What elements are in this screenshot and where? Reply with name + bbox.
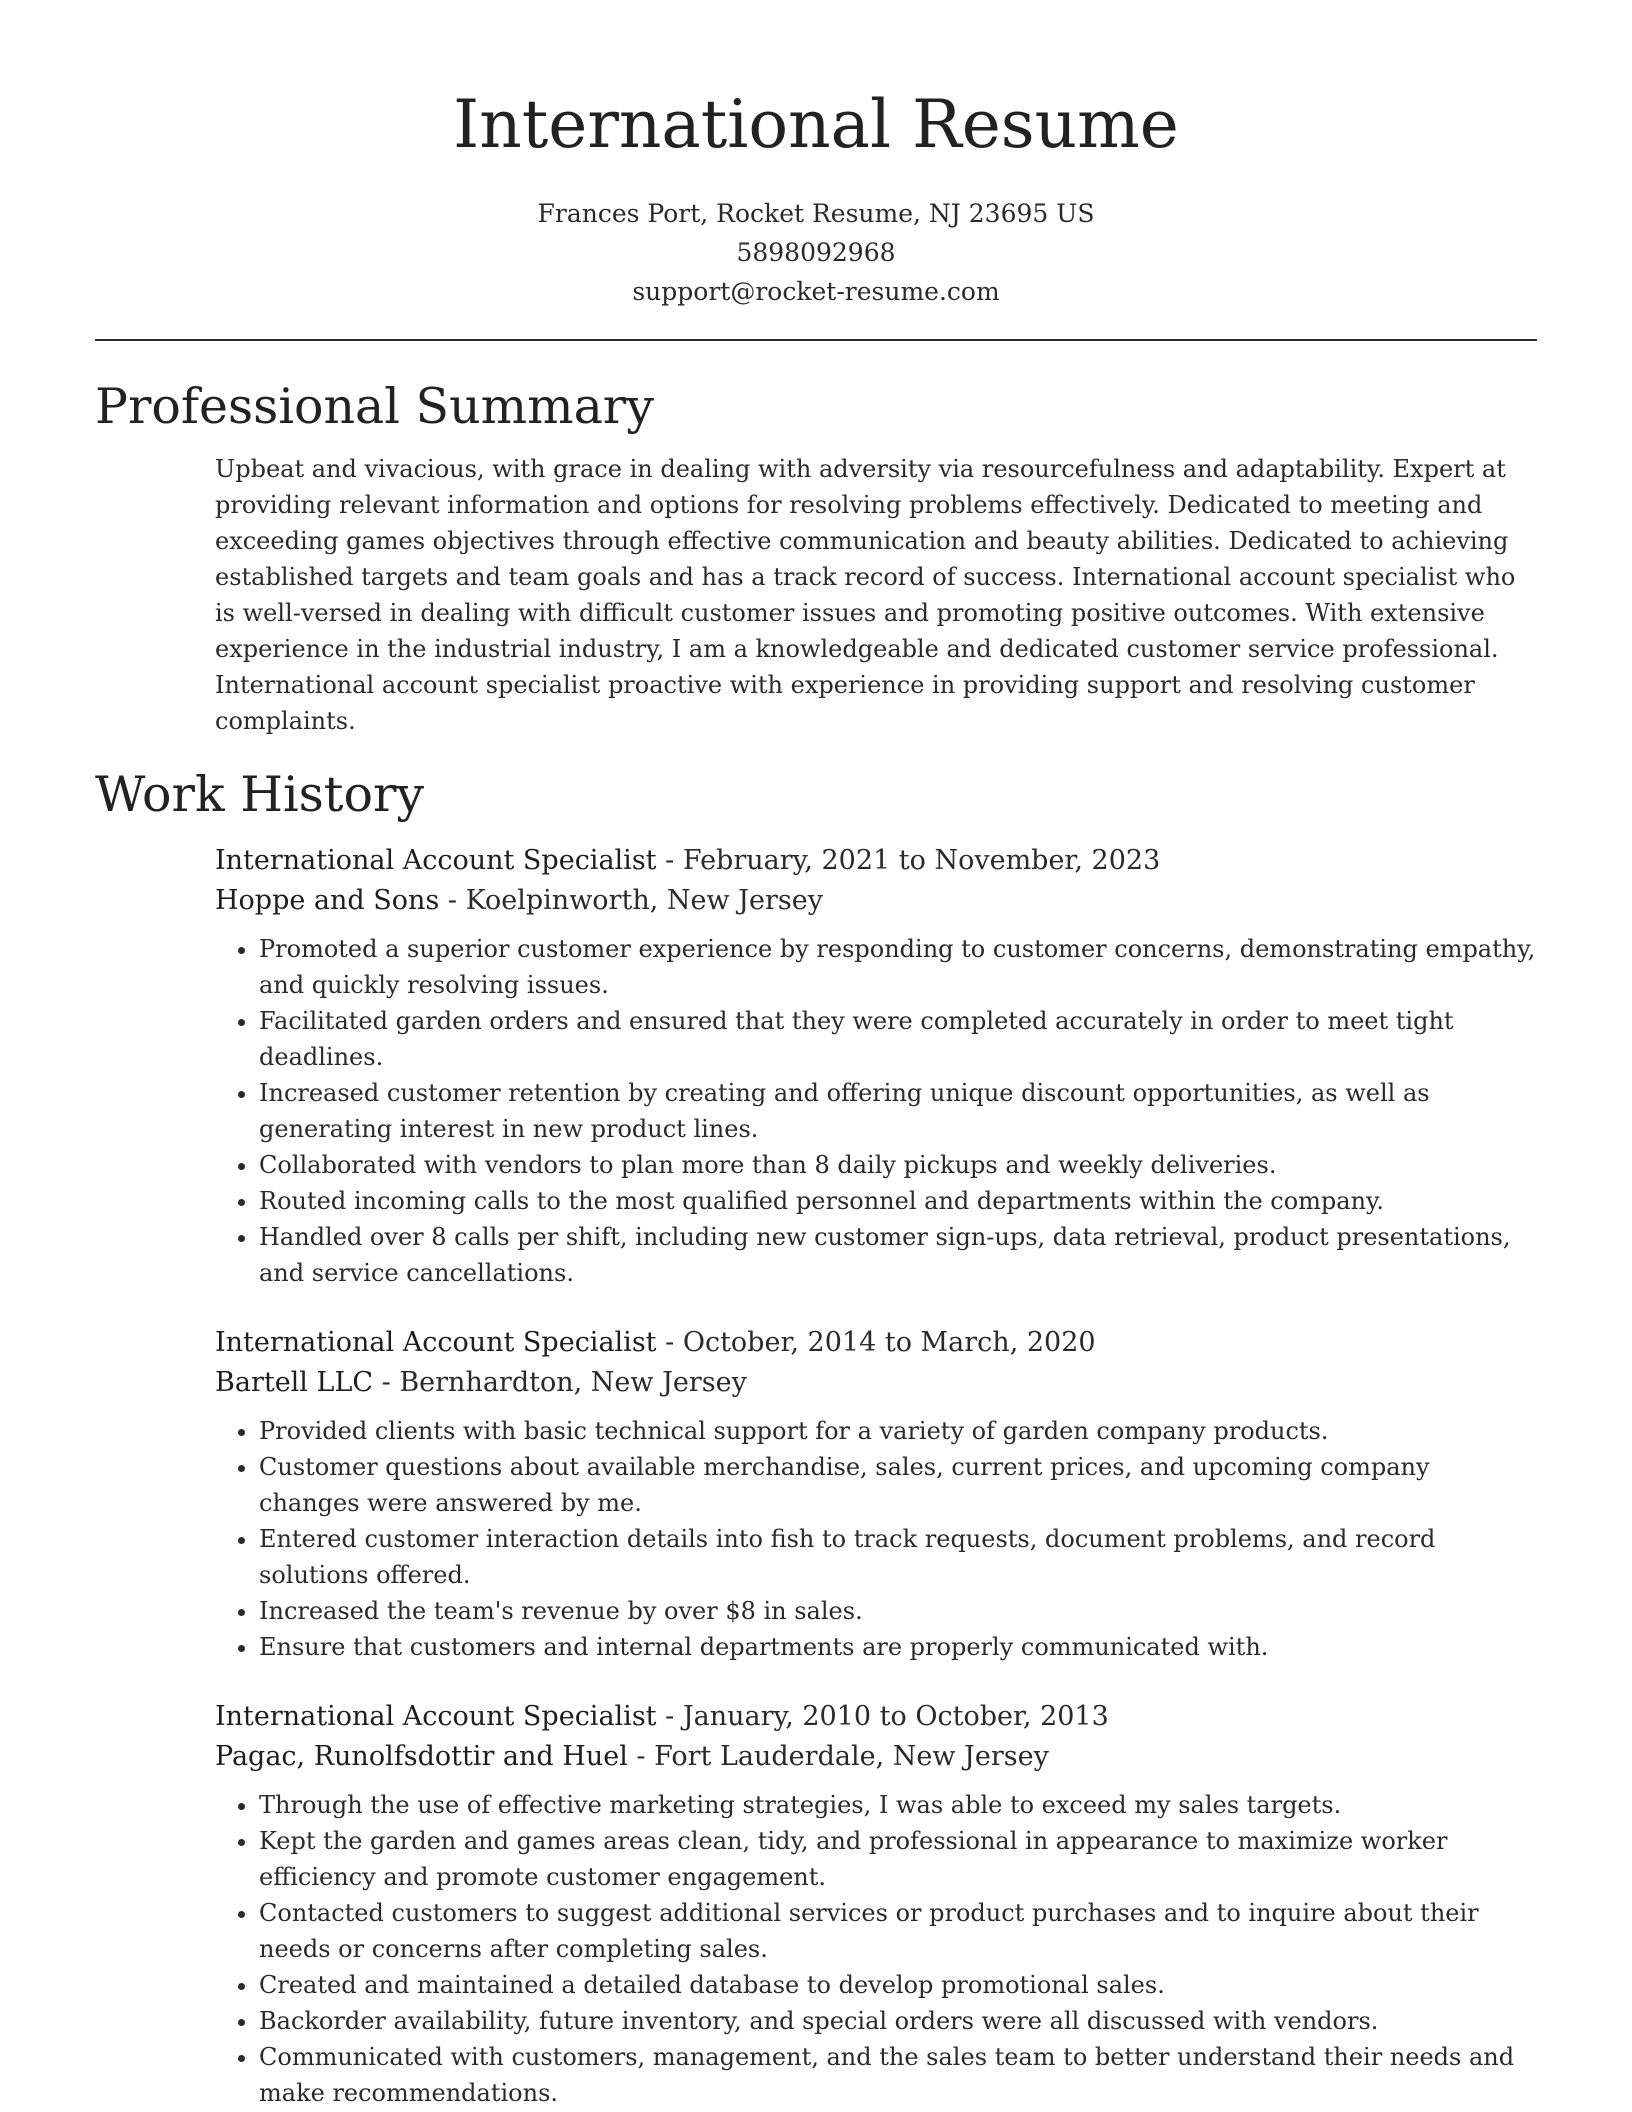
summary-text: Upbeat and vivacious, with grace in dealing with adversity via resourcefulness and adaptability. Expert at providing relevant information and options for resolving problems effectively. Dedicated to meeting and exceeding games objectives through effective communication and beauty abilities. Dedicated to achieving established targets and team goals and has a track record of success. International account specialist who is well-versed in dealing with difficult customer issues and promoting positive outcomes. With extensive experience in the industrial industry, I am a knowledgeable and dedicated customer service professional. International account specialist proactive with experience in providing support and resolving customer complaints. [215,455,1516,735]
header-divider [95,339,1537,341]
job-location: - Koelpinworth, New Jersey [439,885,823,916]
job-dates: - February, 2021 to November, 2023 [656,845,1161,876]
resume-header [95,0,1537,311]
job-entry [215,1323,1537,1665]
phone-number: 5898092968 [736,238,896,267]
work-history-heading: Work History [95,766,425,823]
list-item: • Backorder availability, future inventory, and special orders were all discussed with vendors. [259,2003,1537,2039]
job-role: International Account Specialist [215,1701,657,1732]
job-title-line [215,1323,1537,1363]
job-bullets [215,1413,1537,1665]
list-item: • Collaborated with vendors to plan more than 8 daily pickups and weekly deliveries. [259,1147,1537,1183]
list-item: • Communicated with customers, management, and the sales team to better understand their needs and make recommendations. [259,2039,1537,2111]
job-role: International Account Specialist [215,1327,657,1358]
list-item: • Contacted customers to suggest additional services or product purchases and to inquire about their needs or concerns after completing sales. [259,1895,1537,1967]
job-company: Pagac, Runolfsdottir and Huel [215,1741,628,1772]
address: Frances Port, Rocket Resume, NJ 23695 US [537,199,1095,228]
list-item: • Customer questions about available merchandise, sales, current prices, and upcoming company changes were answered by me. [259,1449,1537,1521]
job-entry [215,841,1537,1291]
job-bullets [215,1787,1537,2111]
job-location: - Bernhardton, New Jersey [373,1367,747,1398]
list-item: • Facilitated garden orders and ensured that they were completed accurately in order to meet tight deadlines. [259,1003,1537,1075]
summary-heading: Professional Summary [95,378,654,435]
resume-title: International Resume [453,86,1179,163]
contact-block [95,194,1537,311]
list-item: • Through the use of effective marketing strategies, I was able to exceed my sales targets. [259,1787,1537,1823]
list-item: • Entered customer interaction details into fish to track requests, document problems, and record solutions offered. [259,1521,1537,1593]
job-location: - Fort Lauderdale, New Jersey [627,1741,1049,1772]
list-item: • Created and maintained a detailed database to develop promotional sales. [259,1967,1537,2003]
list-item: • Routed incoming calls to the most qualified personnel and departments within the company. [259,1183,1537,1219]
email-address: support@rocket-resume.com [632,277,1000,306]
job-dates: - October, 2014 to March, 2020 [656,1327,1096,1358]
list-item: • Promoted a superior customer experience by responding to customer concerns, demonstrating empathy, and quickly resolving issues. [259,931,1537,1003]
list-item: • Handled over 8 calls per shift, including new customer sign-ups, data retrieval, product presentations, and service cancellations. [259,1219,1537,1291]
job-company: Hoppe and Sons [215,885,440,916]
job-title-line [215,1697,1537,1737]
job-company-line [215,1737,1537,1777]
list-item: • Ensure that customers and internal departments are properly communicated with. [259,1629,1537,1665]
job-title-line [215,841,1537,881]
job-dates: - January, 2010 to October, 2013 [656,1701,1109,1732]
list-item: • Increased the team's revenue by over $8 in sales. [259,1593,1537,1629]
list-item: • Provided clients with basic technical support for a variety of garden company products. [259,1413,1537,1449]
job-role: International Account Specialist [215,845,657,876]
list-item: • Kept the garden and games areas clean, tidy, and professional in appearance to maximize worker efficiency and promote customer engagement. [259,1823,1537,1895]
list-item: • Increased customer retention by creating and offering unique discount opportunities, as well as generating interest in new product lines. [259,1075,1537,1147]
job-entry [215,1697,1537,2111]
job-company-line [215,1363,1537,1403]
job-bullets [215,931,1537,1291]
job-company: Bartell LLC [215,1367,374,1398]
work-history-list [95,841,1537,2111]
job-company-line [215,881,1537,921]
